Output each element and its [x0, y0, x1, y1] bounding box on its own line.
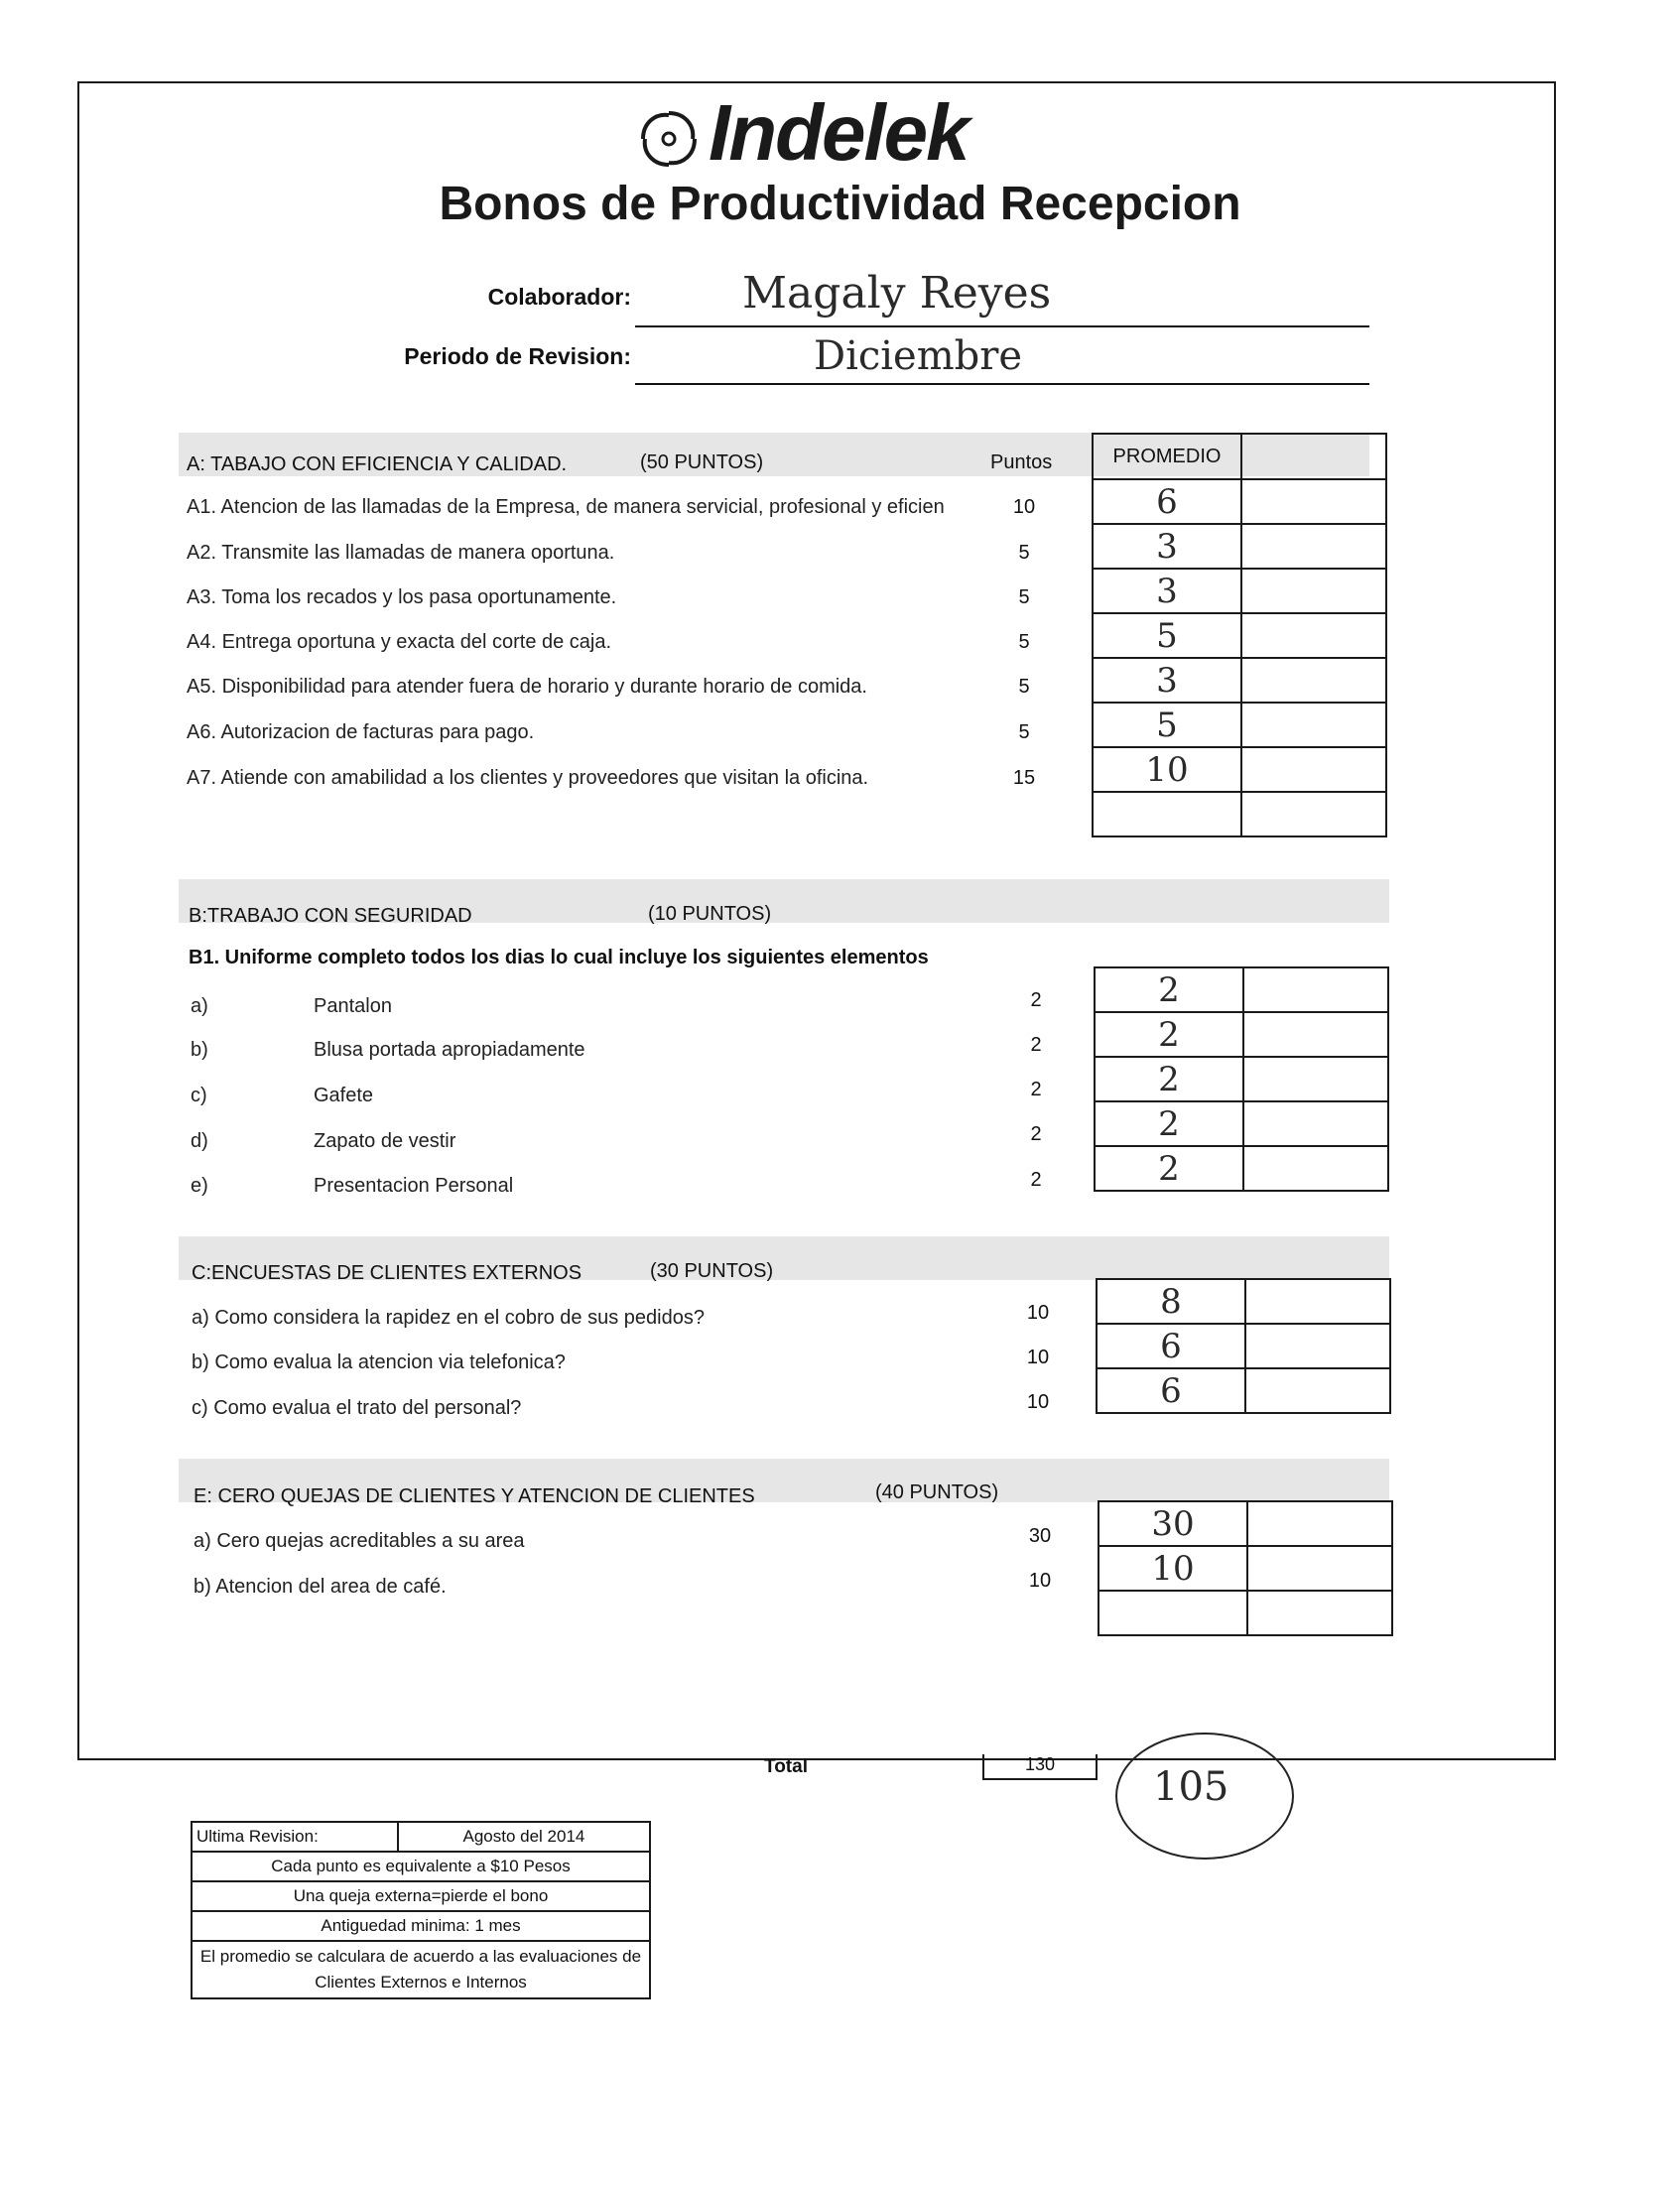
handwritten-total-circle [1115, 1733, 1294, 1860]
company-logo [635, 88, 1052, 181]
item-b-b: Blusa portada apropiadamente [314, 1039, 585, 1061]
rule-average: El promedio se calculara de acuerdo a las evaluaciones de Clientes Externos e Internos [192, 1941, 650, 1998]
letter-b-c: c) [191, 1085, 207, 1106]
colaborador-value[interactable]: Magaly Reyes [742, 268, 1052, 319]
score-a1[interactable]: 6 [1093, 479, 1241, 524]
score-a2[interactable]: 3 [1093, 524, 1241, 569]
section-b-points: (10 PUNTOS) [648, 903, 772, 925]
puntos-c-b: 10 [1026, 1347, 1050, 1368]
score-c-a[interactable]: 8 [1097, 1279, 1245, 1324]
letter-b-d: d) [191, 1130, 208, 1152]
section-b-subtitle: B1. Uniforme completo todos los dias lo cual incluye los siguientes elementos [189, 947, 929, 968]
puntos-a7: 15 [1012, 767, 1036, 789]
puntos-a2: 5 [1018, 542, 1030, 564]
score-c-b[interactable]: 6 [1097, 1324, 1245, 1368]
item-a2: A2. Transmite las llamadas de manera oportuna. [187, 542, 615, 564]
handwritten-total: 105 [1153, 1764, 1229, 1810]
item-c-a: a) Como considera la rapidez en el cobro de sus pedidos? [192, 1307, 705, 1329]
item-a1: A1. Atencion de las llamadas de la Empresa, de manera servicial, profesional y eficien [187, 496, 945, 518]
puntos-e-a: 30 [1028, 1525, 1052, 1547]
rule-points-value: Cada punto es equivalente a $10 Pesos [192, 1852, 650, 1881]
score-a6[interactable]: 5 [1093, 703, 1241, 747]
puntos-c-a: 10 [1026, 1302, 1050, 1324]
item-a3: A3. Toma los recados y los pasa oportunamente. [187, 586, 617, 608]
puntos-b-a: 2 [1030, 989, 1042, 1011]
section-a-score-grid [1092, 433, 1387, 837]
page-title: Bonos de Productividad Recepcion [439, 178, 1241, 230]
item-a7: A7. Atiende con amabilidad a los clientes y proveedores que visitan la oficina. [187, 767, 869, 789]
score-a4[interactable]: 5 [1093, 613, 1241, 658]
puntos-b-e: 2 [1030, 1169, 1042, 1191]
section-a-points: (50 PUNTOS) [640, 451, 764, 473]
item-e-a: a) Cero quejas acreditables a su area [194, 1530, 525, 1552]
revision-value: Agosto del 2014 [398, 1822, 650, 1852]
section-e-points: (40 PUNTOS) [875, 1481, 999, 1503]
item-a5: A5. Disponibilidad para atender fuera de horario y durante horario de comida. [187, 676, 867, 698]
puntos-a1: 10 [1012, 496, 1036, 518]
puntos-a3: 5 [1018, 586, 1030, 608]
puntos-b-d: 2 [1030, 1123, 1042, 1145]
rule-complaint: Una queja externa=pierde el bono [192, 1881, 650, 1911]
item-e-b: b) Atencion del area de café. [194, 1576, 447, 1598]
item-b-c: Gafete [314, 1085, 374, 1106]
section-c-title: C:ENCUESTAS DE CLIENTES EXTERNOS [192, 1262, 582, 1284]
colaborador-label: Colaborador: [487, 284, 631, 310]
colaborador-underline [635, 325, 1369, 327]
periodo-label: Periodo de Revision: [404, 343, 631, 369]
score-a3[interactable]: 3 [1093, 569, 1241, 613]
puntos-c-c: 10 [1026, 1391, 1050, 1413]
letter-b-e: e) [191, 1175, 208, 1197]
section-b-score-grid [1094, 966, 1389, 1192]
puntos-e-b: 10 [1028, 1570, 1052, 1592]
score-a7[interactable]: 10 [1093, 747, 1241, 792]
puntos-header: Puntos [990, 451, 1053, 473]
section-b-title: B:TRABAJO CON SEGURIDAD [189, 905, 472, 927]
section-c-score-grid [1096, 1278, 1391, 1414]
puntos-a4: 5 [1018, 631, 1030, 653]
letter-b-b: b) [191, 1039, 208, 1061]
score-b-e[interactable]: 2 [1095, 1146, 1243, 1191]
periodo-value[interactable]: Diciembre [814, 333, 1023, 379]
score-e-a[interactable]: 30 [1098, 1501, 1247, 1546]
item-a6: A6. Autorizacion de facturas para pago. [187, 721, 535, 743]
item-a4: A4. Entrega oportuna y exacta del corte de caja. [187, 631, 612, 653]
section-e-title: E: CERO QUEJAS DE CLIENTES Y ATENCION DE CLIENTES [194, 1485, 755, 1507]
item-c-c: c) Como evalua el trato del personal? [192, 1397, 522, 1419]
score-b-c[interactable]: 2 [1095, 1057, 1243, 1101]
score-a5[interactable]: 3 [1093, 658, 1241, 703]
puntos-b-c: 2 [1030, 1079, 1042, 1100]
total-value: 130 [982, 1754, 1098, 1780]
section-a-title: A: TABAJO CON EFICIENCIA Y CALIDAD. [187, 453, 568, 475]
item-b-e: Presentacion Personal [314, 1175, 514, 1197]
score-b-a[interactable]: 2 [1095, 967, 1243, 1012]
item-b-a: Pantalon [314, 995, 392, 1017]
item-b-d: Zapato de vestir [314, 1130, 456, 1152]
score-b-d[interactable]: 2 [1095, 1101, 1243, 1146]
section-c-points: (30 PUNTOS) [650, 1260, 774, 1282]
promedio-header: PROMEDIO [1093, 434, 1241, 479]
rule-seniority: Antiguedad minima: 1 mes [192, 1911, 650, 1941]
score-b-b[interactable]: 2 [1095, 1012, 1243, 1057]
section-e-score-grid [1098, 1500, 1393, 1636]
letter-b-a: a) [191, 995, 208, 1017]
puntos-b-b: 2 [1030, 1034, 1042, 1056]
logo-wordmark: Indelek [709, 88, 969, 177]
puntos-a5: 5 [1018, 676, 1030, 698]
swirl-logo-icon [635, 105, 703, 173]
periodo-underline [635, 383, 1369, 385]
item-c-b: b) Como evalua la atencion via telefonica? [192, 1351, 566, 1373]
footer-info-table [191, 1821, 651, 1999]
score-e-b[interactable]: 10 [1098, 1546, 1247, 1591]
revision-label: Ultima Revision: [192, 1822, 398, 1852]
puntos-a6: 5 [1018, 721, 1030, 743]
score-c-c[interactable]: 6 [1097, 1368, 1245, 1413]
total-label: Total [764, 1756, 808, 1777]
